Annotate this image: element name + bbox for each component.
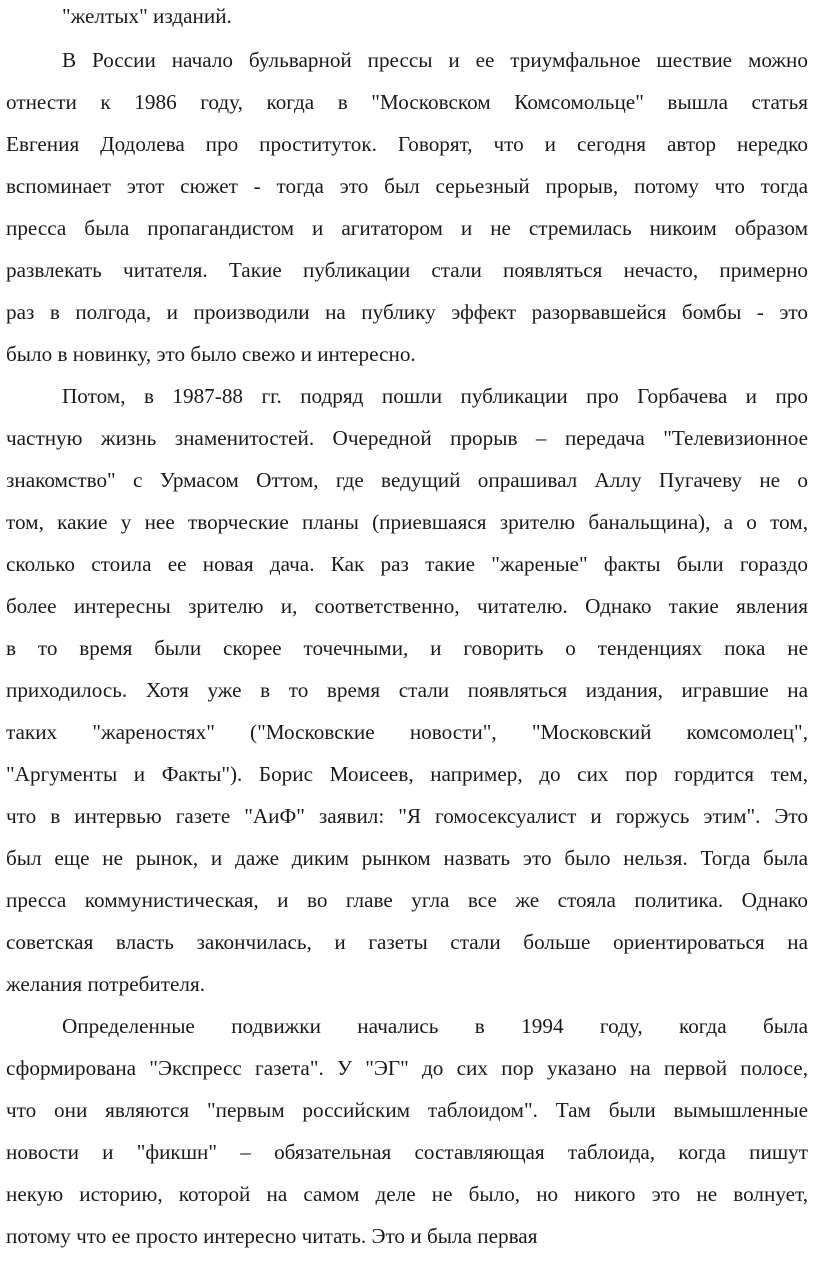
text-line: отнести к 1986 году, когда в "Московском Комсомольце" вышла статья xyxy=(6,90,808,114)
text-line: знакомство" с Урмасом Оттом, где ведущий опрашивал Аллу Пугачеву не о xyxy=(6,468,808,492)
text-line: вспоминает этот сюжет - тогда это был серьезный прорыв, потому что тогда xyxy=(6,174,808,198)
text-line: желания потребителя. xyxy=(6,972,206,996)
text-line: том, какие у нее творческие планы (приевшаяся зрителю банальщина), а о том, xyxy=(6,510,808,534)
text-line: пресса коммунистическая, и во главе угла все же стояла политика. Однако xyxy=(6,888,808,912)
text-line: что они являются "первым российским таблоидом". Там были вымышленные xyxy=(6,1098,808,1122)
text-line: В России начало бульварной прессы и ее триумфальное шествие можно xyxy=(62,48,808,72)
text-line: было в новинку, это было свежо и интересно. xyxy=(6,342,416,366)
text-line: приходилось. Хотя уже в то время стали появляться издания, игравшие на xyxy=(6,678,808,702)
text-line: потому что ее просто интересно читать. Это и была первая xyxy=(6,1224,538,1248)
text-line: развлекать читателя. Такие публикации стали появляться нечасто, примерно xyxy=(6,258,808,282)
text-line: был еще не рынок, и даже диким рынком назвать это было нельзя. Тогда была xyxy=(6,846,808,870)
text-line: частную жизнь знаменитостей. Очередной прорыв – передача "Телевизионное xyxy=(6,426,808,450)
text-line: Потом, в 1987-88 гг. подряд пошли публикации про Горбачева и про xyxy=(62,384,808,408)
text-line: в то время были скорее точечными, и говорить о тенденциях пока не xyxy=(6,636,808,660)
text-line: Евгения Додолева про проституток. Говорят, что и сегодня автор нередко xyxy=(6,132,808,156)
text-line: сформирована "Экспресс газета". У "ЭГ" до сих пор указано на первой полосе, xyxy=(6,1056,808,1080)
text-line: Определенные подвижки начались в 1994 году, когда была xyxy=(62,1014,808,1038)
text-line: новости и "фикшн" – обязательная составляющая таблоида, когда пишут xyxy=(6,1140,808,1164)
text-line: таких "жареностях" ("Московские новости", "Московский комсомолец", xyxy=(6,720,808,744)
text-line: сколько стоила ее новая дача. Как раз такие "жареные" факты были гораздо xyxy=(6,552,808,576)
text-line: некую историю, которой на самом деле не было, но никого это не волнует, xyxy=(6,1182,808,1206)
text-line: советская власть закончилась, и газеты стали больше ориентироваться на xyxy=(6,930,808,954)
text-line: пресса была пропагандистом и агитатором и не стремилась никоим образом xyxy=(6,216,808,240)
text-line: "Аргументы и Факты"). Борис Моисеев, например, до сих пор гордится тем, xyxy=(6,762,808,786)
text-line: что в интервью газете "АиФ" заявил: "Я гомосексуалист и горжусь этим". Это xyxy=(6,804,808,828)
text-line: раз в полгода, и производили на публику эффект разорвавшейся бомбы - это xyxy=(6,300,808,324)
text-line: более интересны зрителю и, соответственно, читателю. Однако такие явления xyxy=(6,594,808,618)
text-line: "желтых" изданий. xyxy=(62,4,232,28)
